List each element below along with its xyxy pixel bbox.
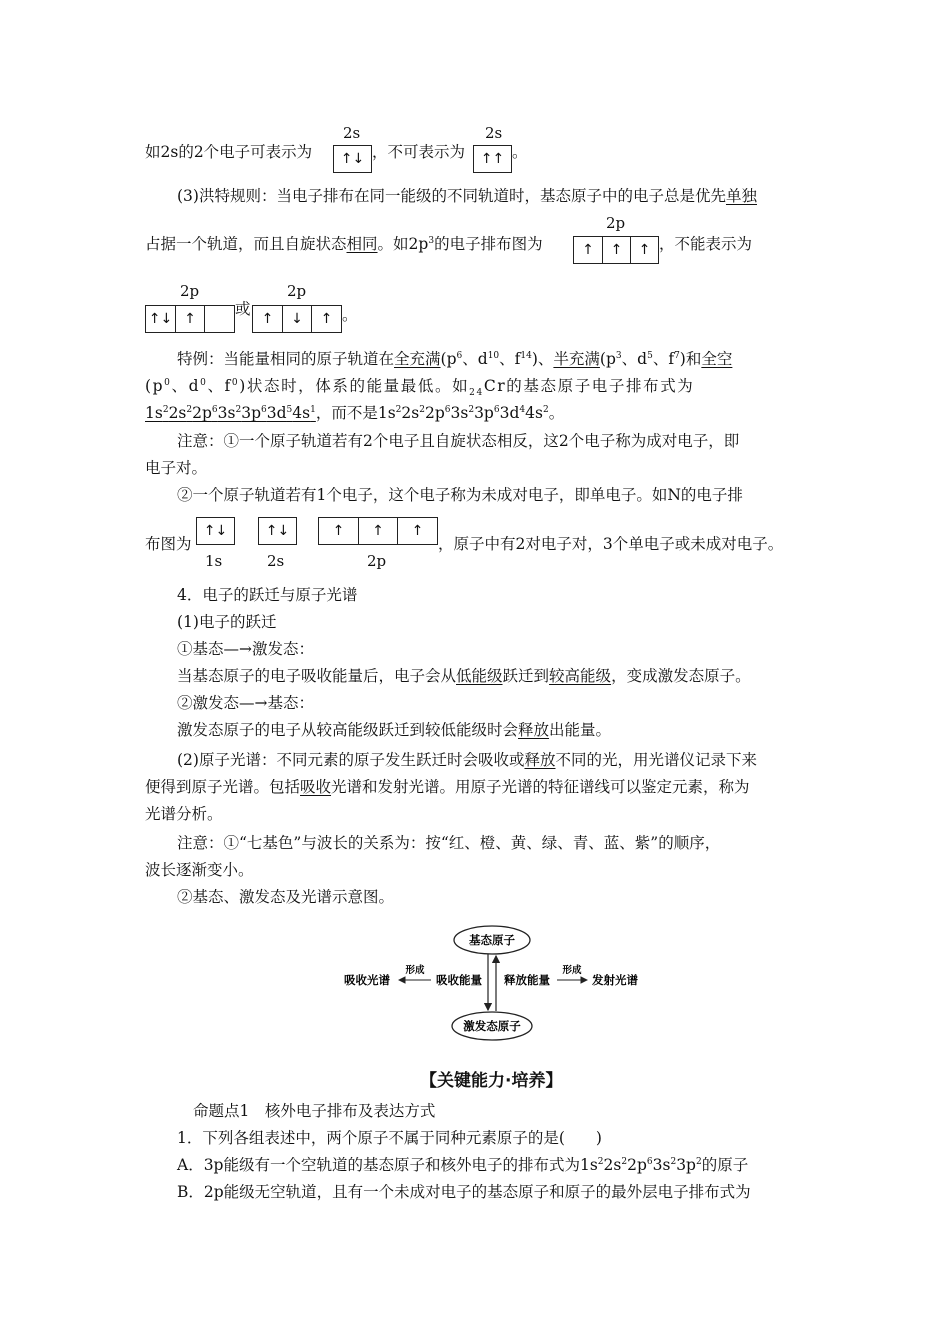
paragraph-line: 注意：①“七基色”与波长的关系为：按“红、橙、黄、绿、青、蓝、紫”的顺序， xyxy=(177,834,721,852)
paragraph-line: 如2s的2个电子可表示为 xyxy=(145,143,313,161)
paragraph-line: 光谱分析。 xyxy=(145,805,223,823)
paragraph-line: 当基态原子的电子吸收能量后，电子会从低能级跃迁到较高能级，变成激发态原子。 xyxy=(177,667,751,685)
paragraph-line: 布图为 xyxy=(145,535,192,553)
paragraph-line: ，不可表示为 xyxy=(372,143,466,161)
paragraph-line: 便得到原子光谱。包括吸收光谱和发射光谱。用原子光谱的特征谱线可以鉴定元素，称为 xyxy=(145,778,750,796)
subsection-title: (1)电子的跃迁 xyxy=(177,613,277,631)
orbital-box-parallel xyxy=(473,145,512,173)
orbital-box-2s: ↑↓ xyxy=(258,517,297,545)
topic-title: 命题点1 核外电子排布及表达方式 xyxy=(193,1102,436,1120)
option-b: B．2p能级无空轨道，且有一个未成对电子的基态原子和原子的最外层电子排布式为 xyxy=(177,1183,751,1201)
up-up-arrows: ↑↑ xyxy=(480,151,505,167)
question-1: 1．下列各组表述中，两个原子不属于同种元素原子的是( ) xyxy=(177,1129,602,1147)
orbital-label-2s: 2s xyxy=(485,124,503,142)
absorb-spectrum-label: 吸收光谱 xyxy=(344,973,390,987)
paragraph-line: $1s^22s^22p^63s^23p^63d^54s^1$，而不是$1s^22s^22p^63s^23p^63d^44s^2$。 xyxy=(145,404,565,422)
paragraph-line: ②激发态—→基态： xyxy=(177,694,314,712)
paragraph-line: (3)洪特规则：当电子排布在同一能级的不同轨道时，基态原子中的电子总是优先单独 xyxy=(177,187,757,205)
orbital-label-2s: 2s xyxy=(343,124,361,142)
orbital-label-1s: 1s xyxy=(205,552,223,570)
orbital-box-wrong-2: ↑ ↓ ↑ xyxy=(252,305,342,333)
orbital-label-2p: 2p xyxy=(287,282,307,300)
option-a: A．3p能级有一个空轨道的基态原子和核外电子的排布式为$1s^22s^22p^63s^23p^2$的原子 xyxy=(177,1156,749,1174)
absorb-energy-label: 吸收能量 xyxy=(436,973,482,987)
excited-state-label: 激发态原子 xyxy=(463,1019,521,1033)
release-energy-label: 释放能量 xyxy=(504,973,550,987)
orbital-box-1s: ↑↓ xyxy=(196,517,235,545)
paragraph-line: ，原子中有2对电子对，3个单电子或未成对电子。 xyxy=(438,535,784,553)
paragraph-line: 特例：当能量相同的原子轨道在全充满($p^6$、$d^{10}$、$f^{14}$)、半充满($p^3$、$d^5$、$f^7$)和全空 xyxy=(177,350,733,368)
paragraph-line: 激发态原子的电子从较高能级跃迁到较低能级时会释放出能量。 xyxy=(177,721,612,739)
paragraph-line: 电子对。 xyxy=(145,459,208,477)
orbital-label-2s: 2s xyxy=(267,552,285,570)
paragraph-line: ，不能表示为 xyxy=(659,235,753,253)
ground-state-label: 基态原子 xyxy=(469,933,515,947)
paragraph-line: 占据一个轨道，而且自旋状态相同。如$2p^3$的电子排布图为 xyxy=(145,235,543,253)
form-right-label: 形成 xyxy=(562,965,582,976)
paragraph-end: 。 xyxy=(512,143,528,161)
paragraph-line: 波长逐渐变小。 xyxy=(145,861,254,879)
paragraph-line: ②一个原子轨道若有1个电子，这个电子称为未成对电子，即单电子。如N的电子排 xyxy=(177,486,743,504)
paragraph-line: ②基态、激发态及光谱示意图。 xyxy=(177,888,395,906)
orbital-label-2p: 2p xyxy=(180,282,200,300)
orbital-label-2p: 2p xyxy=(367,552,387,570)
orbital-box-paired xyxy=(333,145,372,173)
paragraph-line: ($p^0$、$d^0$、$f^0$)状态时，体系的能量最低。如$_{24}$Cr的基态原子电子排布式为 xyxy=(145,377,695,399)
orbital-box-2p: ↑ ↑ ↑ xyxy=(318,517,438,545)
section-heading: 【关键能力·培养】 xyxy=(420,1071,563,1091)
orbital-box-wrong-1: ↑↓ ↑ xyxy=(145,305,235,333)
paragraph-line: ①基态—→激发态： xyxy=(177,640,314,658)
section-title: 4．电子的跃迁与原子光谱 xyxy=(177,586,358,604)
emit-spectrum-label: 发射光谱 xyxy=(592,973,638,987)
orbital-box-2p-hund: ↑ ↑ ↑ xyxy=(573,236,659,264)
orbital-label-2p: 2p xyxy=(606,214,626,232)
form-left-label: 形成 xyxy=(405,965,425,976)
or-text: 或 xyxy=(235,300,251,318)
paragraph-end: 。 xyxy=(342,306,358,324)
paragraph-line: (2)原子光谱：不同元素的原子发生跃迁时会吸收或释放不同的光，用光谱仪记录下来 xyxy=(177,751,757,769)
up-down-arrows: ↑↓ xyxy=(340,151,365,167)
paragraph-line: 注意：①一个原子轨道若有2个电子且自旋状态相反，这2个电子称为成对电子，即 xyxy=(177,432,740,450)
spectrum-diagram xyxy=(335,922,645,1048)
